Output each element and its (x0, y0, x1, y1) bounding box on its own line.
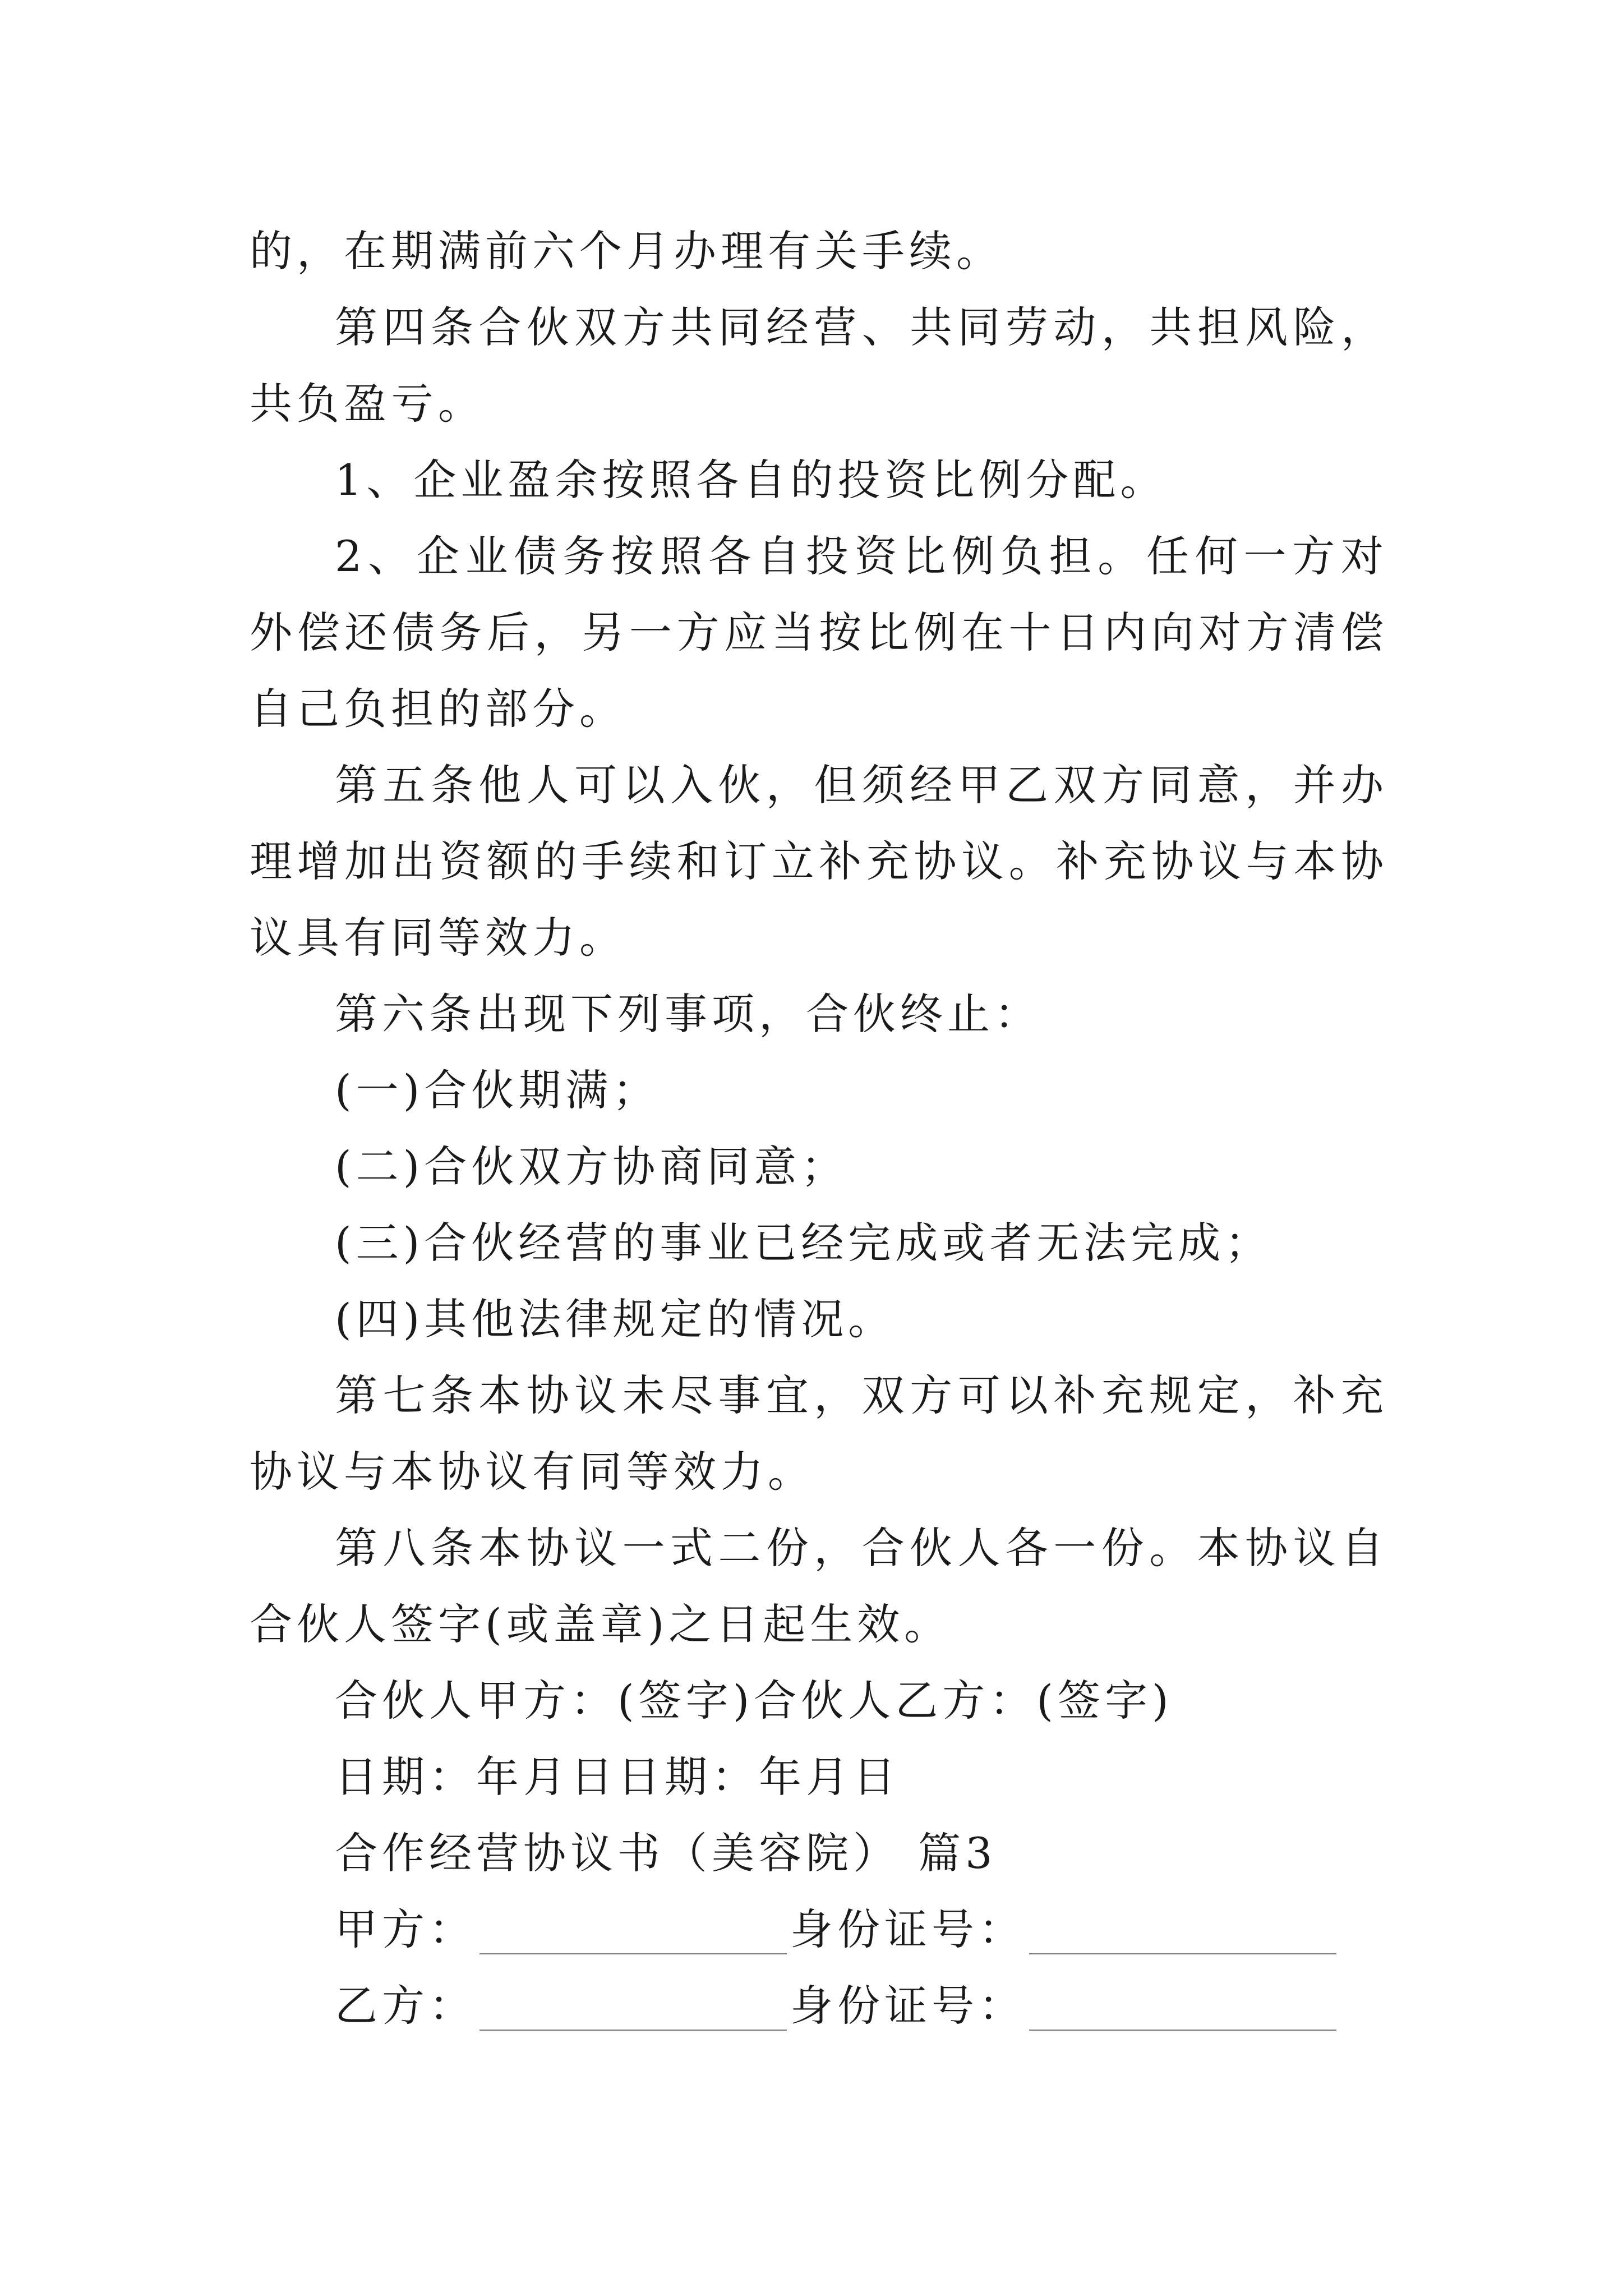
paragraph-continuation: 的，在期满前六个月办理有关手续。 (250, 226, 1003, 276)
paragraph-article-7: 第七条本协议未尽事宜，双方可以补充规定，补充协议与本协议有同等效力。 (250, 1370, 1388, 1497)
date-line: 日期：年月日日期：年月日 (335, 1752, 900, 1802)
paragraph-article-4: 第四条合伙双方共同经营、共同劳动，共担风险，共负盈亏。 (250, 302, 1388, 429)
paragraph-item-1: 1、企业盈余按照各自的投资比例分配。 (335, 455, 1168, 505)
party-a-label: 甲方： (335, 1904, 476, 1954)
paragraph-term-1: (一)合伙期满； (335, 1065, 660, 1115)
paragraph-article-8: 第八条本协议一式二份，合伙人各一份。本协议自合伙人签字(或盖章)之日起生效。 (250, 1523, 1388, 1649)
paragraph-article-5: 第五条他人可以入伙，但须经甲乙双方同意，并办理增加出资额的手续和订立补充协议。补充协议与本协议具有同等效力。 (250, 760, 1388, 963)
party-b-name-blank (479, 2030, 787, 2031)
party-a-id-blank (1029, 1953, 1336, 1954)
document-body (250, 213, 1388, 2044)
paragraph-term-2: (二)合伙双方协商同意； (335, 1142, 849, 1191)
party-a-name-blank (479, 1953, 787, 1954)
party-a-row (250, 1892, 1388, 1968)
paragraph-article-6: 第六条出现下列事项，合伙终止： (335, 989, 1041, 1039)
party-b-id-blank (1029, 2030, 1336, 2031)
paragraph-item-2: 2、企业债务按照各自投资比例负担。任何一方对外偿还债务后，另一方应当按比例在十日内向对方清偿自己负担的部分。 (250, 531, 1388, 734)
party-b-id-label: 身份证号： (790, 1981, 1026, 2031)
party-a-id-label: 身份证号： (790, 1904, 1026, 1954)
section-heading: 合作经营协议书（美容院） 篇3 (335, 1828, 997, 1878)
paragraph-term-3: (三)合伙经营的事业已经完成或者无法完成； (335, 1218, 1272, 1268)
party-b-row (250, 1968, 1388, 2044)
paragraph-term-4: (四)其他法律规定的情况。 (335, 1294, 896, 1344)
signature-line: 合伙人甲方：(签字)合伙人乙方：(签字) (335, 1676, 1173, 1726)
party-b-label: 乙方： (335, 1981, 476, 2031)
